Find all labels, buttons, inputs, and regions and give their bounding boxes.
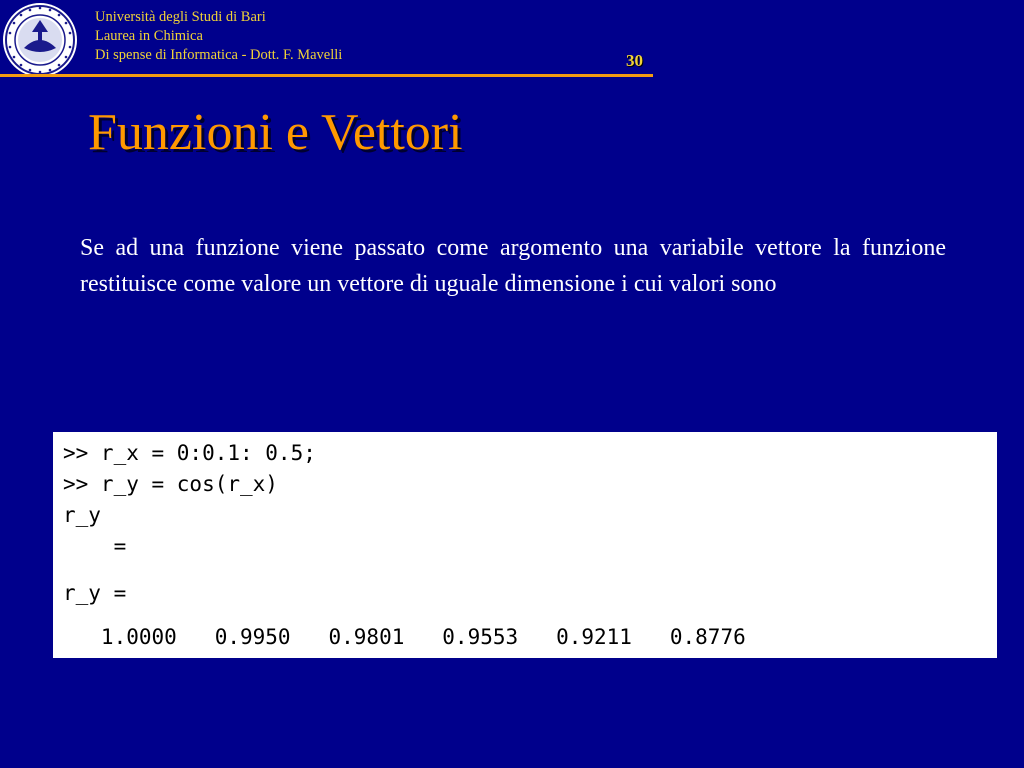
header-text-block	[95, 8, 342, 65]
code-line: r_y =	[63, 581, 127, 605]
header-divider	[0, 74, 653, 77]
code-output-box	[53, 432, 997, 658]
code-result-values: 1.0000 0.9950 0.9801 0.9553 0.9211 0.8776	[63, 625, 746, 649]
slide-title: Funzioni e Vettori	[88, 104, 463, 161]
university-seal-icon	[2, 2, 78, 78]
code-line: r_y	[63, 503, 101, 527]
course-name: Laurea in Chimica	[95, 28, 203, 44]
university-name: Università degli Studi di Bari	[95, 9, 266, 25]
code-line: >> r_x = 0:0.1: 0.5;	[63, 441, 316, 465]
page-number: 30	[626, 51, 643, 70]
slide-paragraph: Se ad una funzione viene passato come argomento una variabile vettore la funzione restituisce come valore un vettore di uguale dimensione i cui valori sono	[80, 235, 946, 297]
code-line: >> r_y = cos(r_x)	[63, 472, 278, 496]
code-line: =	[63, 534, 127, 558]
lecture-subtitle: Di spense di Informatica - Dott. F. Mavelli	[95, 47, 343, 63]
